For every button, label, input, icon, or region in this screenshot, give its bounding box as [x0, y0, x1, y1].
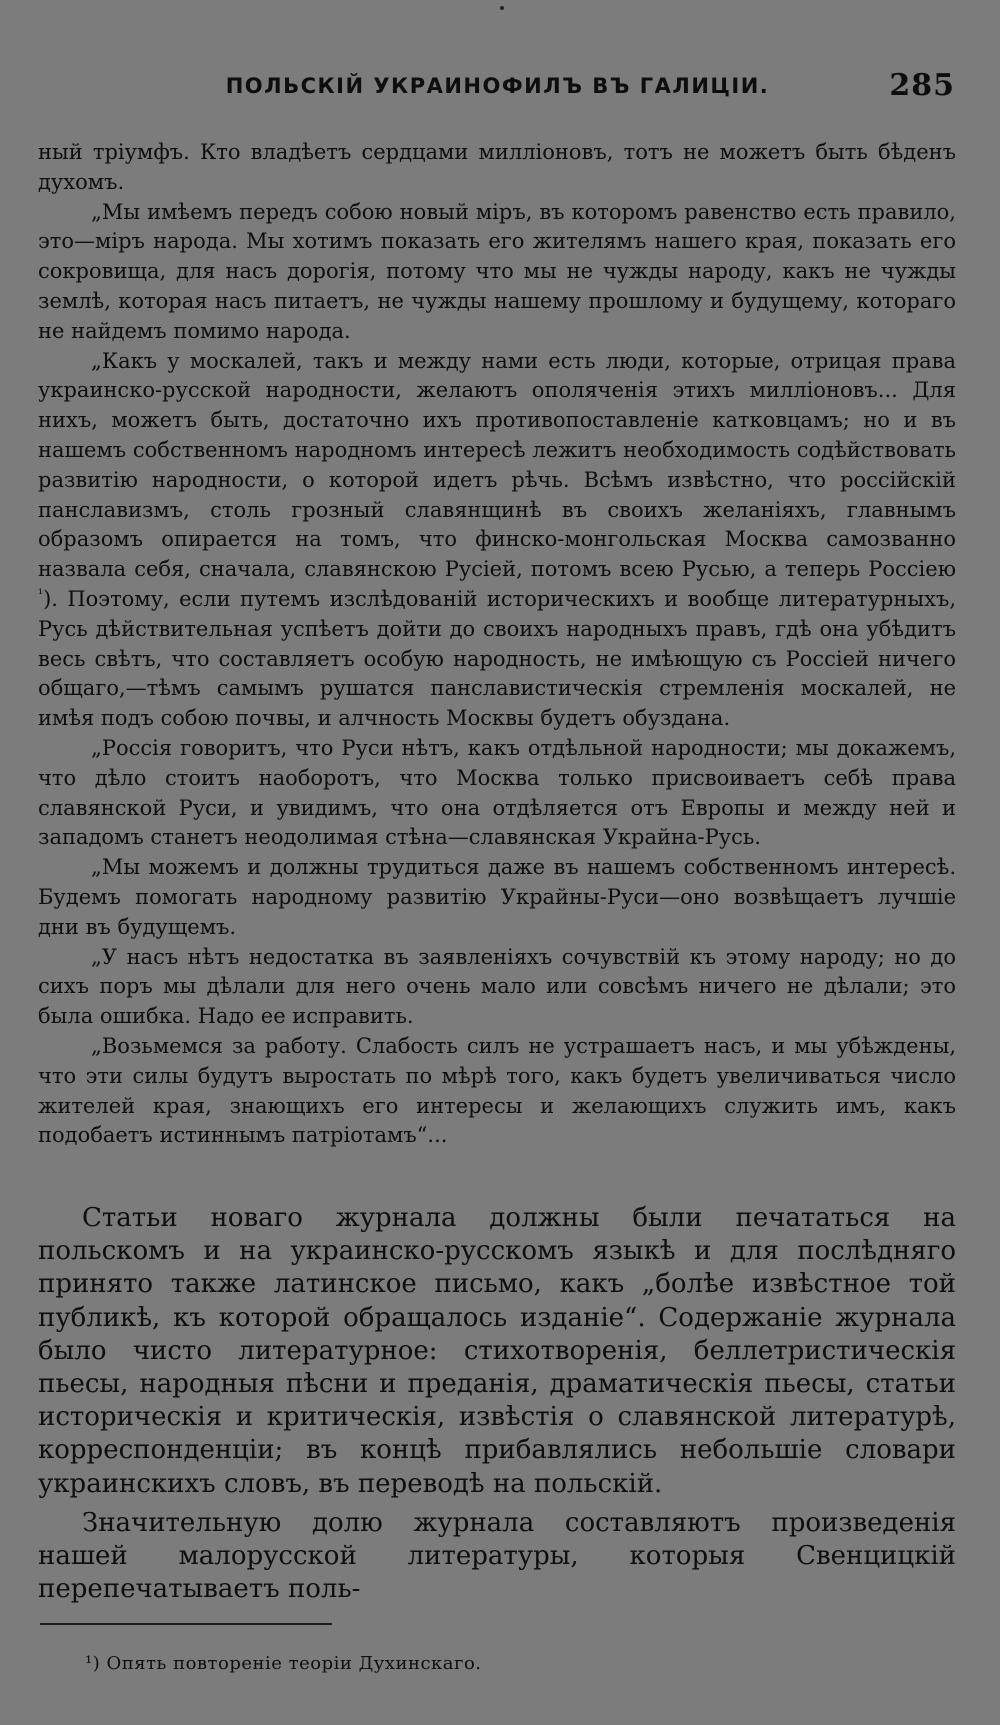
- quote-paragraph: „Возьмемся за работу. Слабость силъ не устрашаетъ насъ, и мы убѣждены, что эти силы будутъ выростать по мѣрѣ того, какъ будетъ увеличиваться число жителей края, знающихъ его интересы и желающихъ служить имъ, какъ подобаетъ истиннымъ патріотамъ“...: [38, 1033, 956, 1148]
- quote-paragraph: [38, 347, 956, 734]
- running-head: [40, 68, 955, 108]
- page-number: 285: [889, 68, 955, 103]
- quote-paragraph-continuation: ). Поэтому, если путемъ изслѣдованій историческихъ и вообще литературныхъ, Русь дѣйствительная успѣетъ дойти до своихъ народныхъ правъ, гдѣ она убѣдитъ весь свѣтъ, что составляетъ особую народность, не имѣющую съ Россіей ничего общаго,—тѣмъ самымъ рушатся панславистическія стремленія москалей, не имѣя подъ собою почвы, и алчность Москвы будетъ обуздана.: [38, 586, 956, 731]
- body-paragraph: Значительную долю журнала составляютъ произведенія нашей малорусской литературы, которыя Свенцицкій перепечатываетъ поль-: [38, 1507, 956, 1605]
- speck: [500, 6, 504, 10]
- footnote: [85, 1653, 482, 1674]
- quoted-manifesto: [38, 138, 956, 1151]
- footnote-marker: ¹): [85, 1653, 101, 1674]
- quote-paragraph: „Мы можемъ и должны трудиться даже въ нашемъ собственномъ интересѣ. Будемъ помогать народному развитію Украйны-Руси—оно возвѣщаетъ лучшіе дни въ будущемъ.: [38, 855, 956, 939]
- quote-paragraph: „Мы имѣемъ передъ собою новый міръ, въ которомъ равенство есть правило, это—міръ народа. Мы хотимъ показать его жителямъ нашего края, показать его сокровища, для насъ дорогія, потому что мы не чужды народу, какъ не чужды землѣ, которая насъ питаетъ, не чужды нашему прошлому и будущему, котораго не найдемъ помимо народа.: [38, 199, 956, 343]
- quote-paragraph: ный тріумфъ. Кто владѣетъ сердцами милліоновъ, тотъ не можетъ быть бѣденъ духомъ.: [38, 140, 956, 194]
- quote-paragraph: „Россія говоритъ, что Руси нѣтъ, какъ отдѣльной народности; мы докажемъ, что дѣло стоитъ наоборотъ, что Москва только присвоиваетъ себѣ права славянской Руси, и увидимъ, что она отдѣляется отъ Европы и между ней и западомъ станетъ неодолимая стѣна—славянская Украйна-Русь.: [38, 735, 956, 850]
- footnote-text: Опять повтореніе теоріи Духинскаго.: [106, 1653, 482, 1674]
- body-paragraph: Статьи новаго журнала должны были печататься на польскомъ и на украинско-русскомъ языкѣ и для послѣдняго принято также латинское письмо, какъ „болѣе извѣстное той публикѣ, къ которой обращалось изданіе“. Содержаніе журнала было чисто литературное: стихотворенія, беллетристическія пьесы, народныя пѣсни и преданія, драматическія пьесы, статьи историческія и критическія, извѣстія о славянской литературѣ, корреспонденціи; въ концѣ прибавлялись небольшіе словари украинскихъ словъ, въ переводѣ на польскій.: [38, 1203, 956, 1499]
- footnote-reference: ¹: [38, 585, 44, 601]
- body-text: [38, 1202, 956, 1606]
- footnote-rule: [40, 1623, 332, 1625]
- running-title: ПОЛЬСКІЙ УКРАИНОФИЛЪ ВЪ ГАЛИЦІИ.: [225, 74, 770, 98]
- quote-paragraph: „У насъ нѣтъ недостатка въ заявленіяхъ сочувствій къ этому народу; но до сихъ поръ мы дѣлали для него очень мало или совсѣмъ ничего не дѣлали; это была ошибка. Надо ее исправить.: [38, 944, 956, 1029]
- quote-paragraph-text: „Какъ у москалей, такъ и между нами есть люди, которые, отрицая права украинско-русской народности, желаютъ ополяченія этихъ милліоновъ... Для нихъ, можетъ быть, достаточно ихъ противопоставленіе катковцамъ; но и въ нашемъ собственномъ народномъ интересѣ лежитъ необходимость содѣйствовать развитію народности, о которой идетъ рѣчь. Всѣмъ извѣстно, что россійскій панславизмъ, столь грозный славянщинѣ въ своихъ желаніяхъ, главнымъ образомъ опирается на томъ, что финско-монгольская Москва самозванно назвала себя, сначала, славянскою Русіей, потомъ всею Русью, а теперь Россіею: [38, 348, 956, 582]
